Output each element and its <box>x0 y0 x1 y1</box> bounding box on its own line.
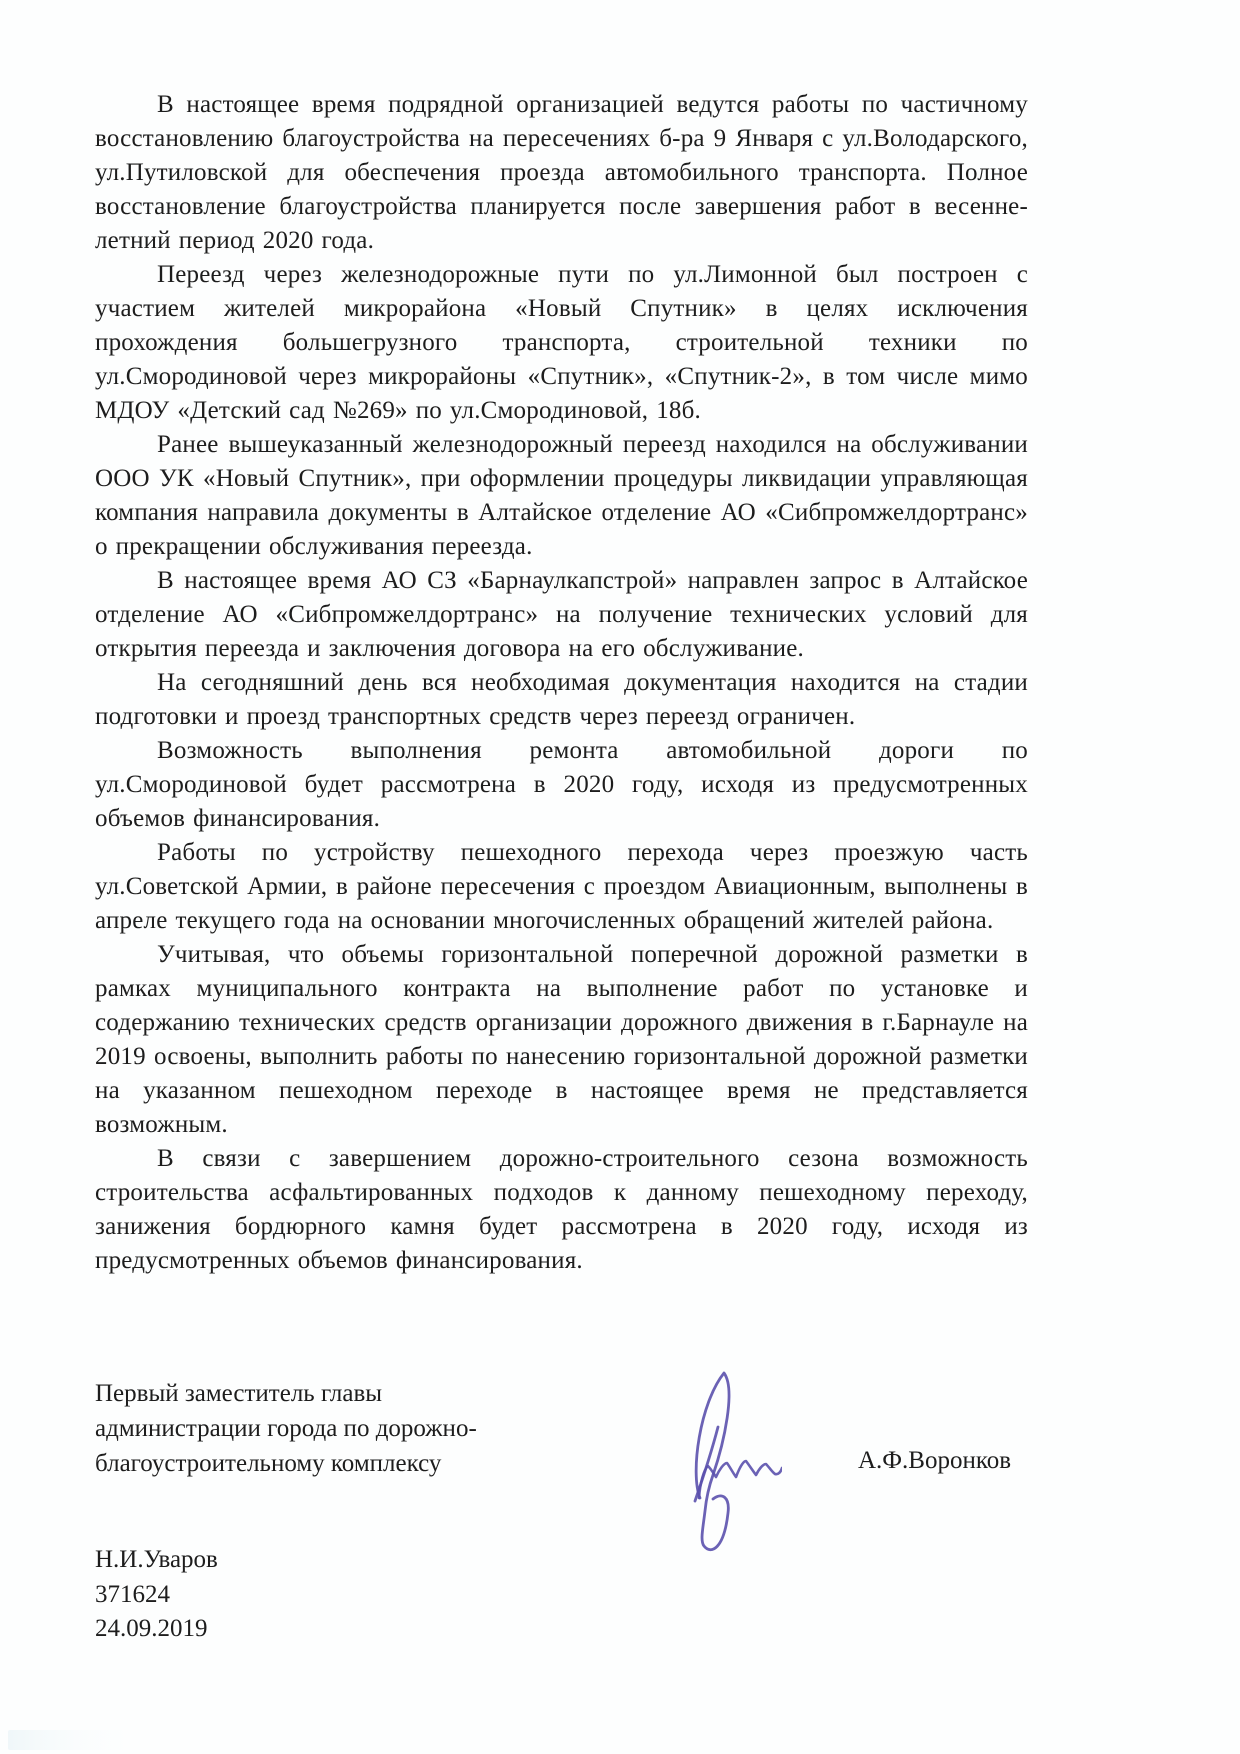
paragraph: Переезд через железнодорожные пути по ул.Лимонной был построен с участием жителей микрорайона «Новый Спутник» в целях исключения прохождения большегрузного транспорта, строительной техники по ул.Смородиновой через микрорайоны «Спутник», «Спутник-2», в том числе мимо МДОУ «Детский сад №269» по ул.Смородиновой, 18б. <box>95 261 1028 424</box>
paragraph: Работы по устройству пешеходного перехода через проезжую часть ул.Советской Армии, в районе пересечения с проездом Авиационным, выполнены в апреле текущего года на основании многочисленных обращений жителей района. <box>95 839 1028 934</box>
paragraph: Учитывая, что объемы горизонтальной поперечной дорожной разметки в рамках муниципального контракта на выполнение работ по установке и содержанию технических средств организации дорожного движения в г.Барнауле на 2019 освоены, выполнить работы по нанесению горизонтальной дорожной разметки на указанном пешеходном переходе в настоящее время не представляется возможным. <box>95 941 1028 1138</box>
signatory-name: А.Ф.Воронков <box>858 1447 1012 1474</box>
executor-footer <box>95 1543 218 1647</box>
signatory-title <box>95 1376 477 1481</box>
handwritten-signature-icon <box>612 1365 782 1565</box>
paragraph: Ранее вышеуказанный железнодорожный переезд находился на обслуживании ООО УК «Новый Спутник», при оформлении процедуры ликвидации управляющая компания направила документы в Алтайское отделение АО «Сибпромжелдортранс» о прекращении обслуживания переезда. <box>95 431 1028 560</box>
paragraph: В связи с завершением дорожно-строительного сезона возможность строительства асфальтированных подходов к данному пешеходному переходу, занижения бордюрного камня будет рассмотрена в 2020 году, исходя из предусмотренных объемов финансирования. <box>95 1145 1028 1274</box>
letter-date: 24.09.2019 <box>95 1615 208 1642</box>
signatory-title-line: Первый заместитель главы <box>95 1380 383 1407</box>
executor-name: Н.И.Уваров <box>95 1546 218 1573</box>
paragraph: В настоящее время подрядной организацией ведутся работы по частичному восстановлению благоустройства на пересечениях б-ра 9 Января с ул.Володарского, ул.Путиловской для обеспечения проезда автомобильного транспорта. Полное восстановление благоустройства планируется после завершения работ в весенне-летний период 2020 года. <box>95 91 1028 254</box>
letter-body <box>95 88 1028 1278</box>
executor-phone: 371624 <box>95 1580 170 1608</box>
paragraph: На сегодняшний день вся необходимая документация находится на стадии подготовки и проезд транспортных средств через переезд ограничен. <box>95 669 1028 730</box>
paragraph: Возможность выполнения ремонта автомобильной дороги по ул.Смородиновой будет рассмотрена в 2020 году, исходя из предусмотренных объемов финансирования. <box>95 737 1028 832</box>
scan-artifact <box>8 1730 128 1750</box>
signatory-title-line: благоустроительному комплексу <box>95 1450 442 1477</box>
paragraph: В настоящее время АО СЗ «Барнаулкапстрой» направлен запрос в Алтайское отделение АО «Сибпромжелдортранс» на получение технических условий для открытия переезда и заключения договора на его обслуживание. <box>95 567 1028 662</box>
signatory-title-line: администрации города по дорожно- <box>95 1415 477 1442</box>
